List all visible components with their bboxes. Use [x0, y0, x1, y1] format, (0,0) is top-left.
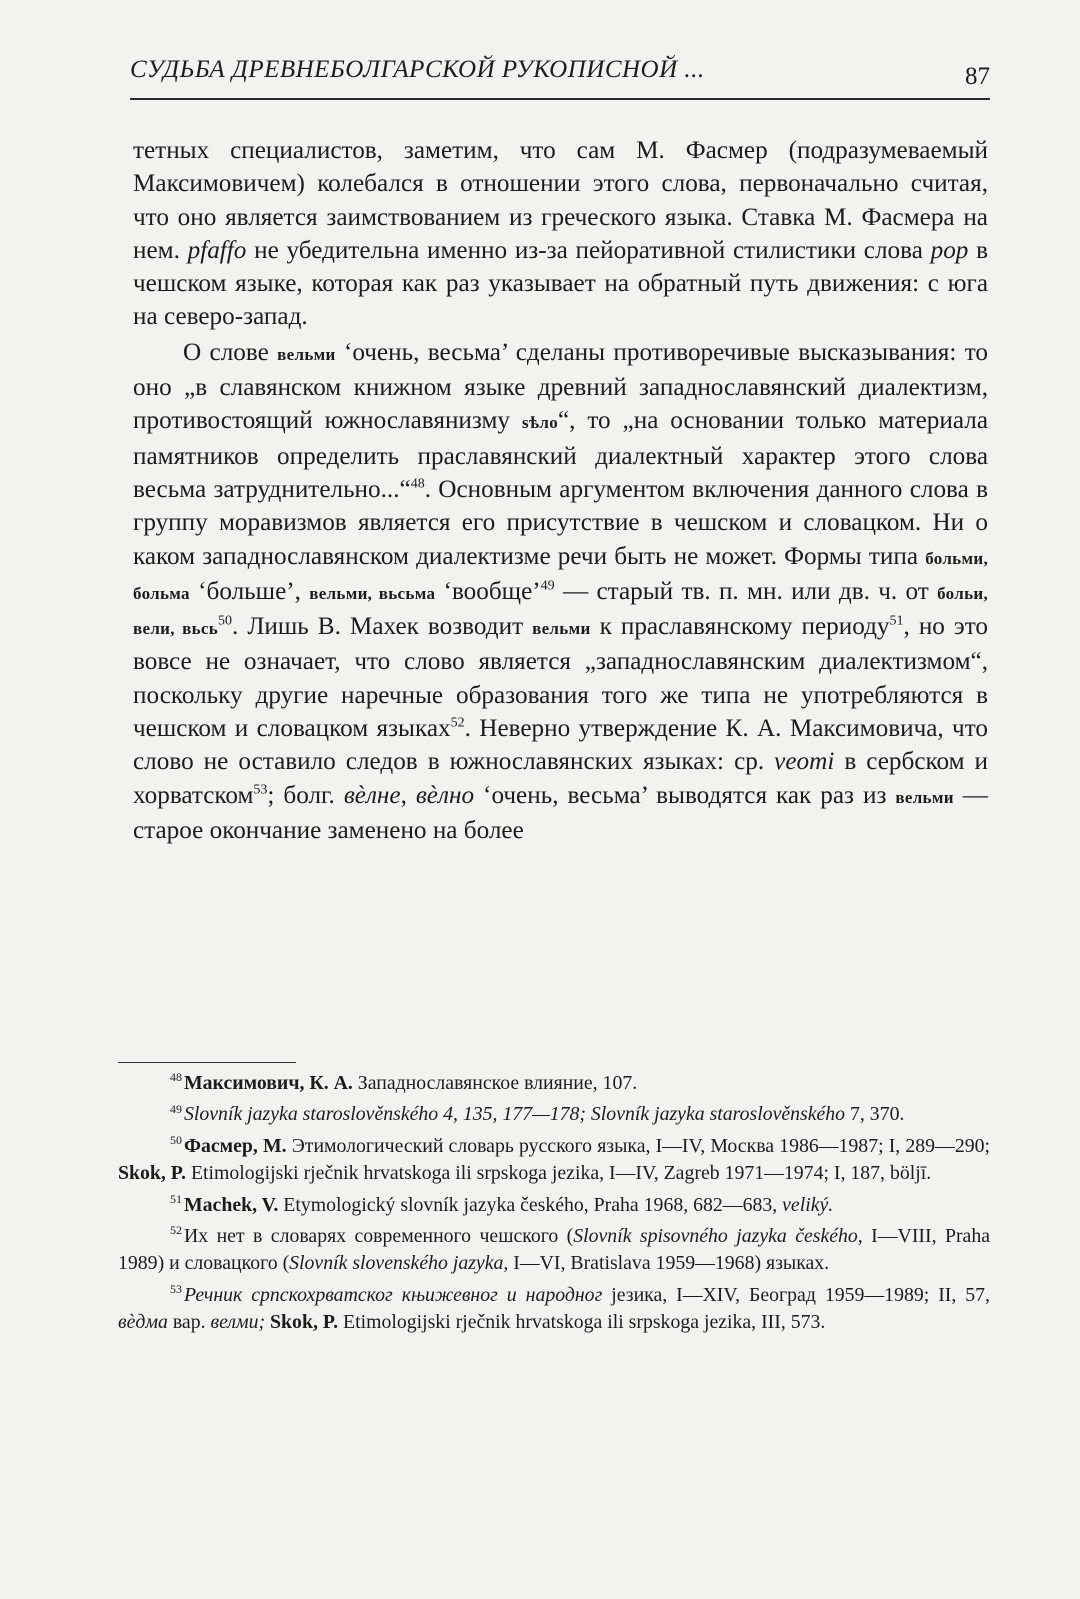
- old-church-slavonic-word: ѕѣло: [521, 413, 558, 433]
- footnote-divider: [118, 1062, 296, 1063]
- footnote-ref-53[interactable]: 53: [253, 782, 268, 798]
- foreign-word: pop: [930, 236, 969, 264]
- footnote-48: $^{48}$ Максимович, К. А. Западнославянское влияние, 107.: [170, 1070, 638, 1094]
- footnote-53: $^{53}$ Речник српскохрватског књижевног и народног језика, I—XIV, Београд 1959—1989; II, 57, вѐдма вар. велми; Skok, P. Etimologijski rječnik hrvatskoga ili srpskoga jezika, III, 573.: [118, 1282, 990, 1334]
- foreign-word: pfaffo: [187, 236, 247, 264]
- foreign-word: вѐлне, вѐлно: [343, 781, 475, 809]
- footnote-ref-49[interactable]: 49: [540, 578, 555, 594]
- footnote-51: $^{51}$ Machek, V. Etymologický slovník jazyka českého, Praha 1968, 682—683, veliký.: [170, 1192, 834, 1216]
- footnote-49: $^{49}$ Slovník jazyka staroslověnského 4, 135, 177—178; Slovník jazyka staroslověnského 7, 370.: [170, 1101, 905, 1126]
- footnote-50: $^{50}$ Фасмер, М. Этимологический словарь русского языка, I—IV, Москва 1986—1987; I, 289—290; Skok, P. Etimologijski rječnik hrvatskoga ili srpskoga jezika, I—IV, Zagreb 1971—1974; I, 187, bölјī.: [118, 1133, 990, 1185]
- footnote-ref-51[interactable]: 51: [889, 613, 904, 629]
- page-number: 87: [965, 63, 990, 90]
- body-text: [133, 134, 988, 847]
- old-church-slavonic-word: вельми, вьсьма: [309, 583, 436, 603]
- old-church-slavonic-word: больми, больма: [133, 548, 988, 603]
- footnote-52: $^{52}$ Их нет в словарях современного чешского (Slovník spisovného jazyka českého, I—VIII, Praha 1989) и словацкого (Slovník slovenského jazyka, I—VI, Bratislava 1959—1968) языках.: [118, 1223, 990, 1275]
- old-church-slavonic-word: больи, вели, вьсь: [133, 583, 989, 639]
- old-church-slavonic-word: вельми: [277, 344, 336, 364]
- footnote-ref-48[interactable]: 48: [410, 476, 425, 492]
- footnote-ref-50[interactable]: 50: [218, 613, 232, 629]
- old-church-slavonic-word: вельми: [532, 619, 591, 639]
- running-title: СУДЬБА ДРЕВНЕБОЛГАРСКОЙ РУКОПИСНОЙ ...: [130, 56, 705, 83]
- footnote-ref-52[interactable]: 52: [450, 715, 465, 731]
- old-church-slavonic-word: вельми: [895, 787, 954, 807]
- paragraph-2: О слове вельми ‘очень, весьма’ сделаны противоречивые высказывания: то оно „в славянском книжном языке древний западнославянский диалектизм, противостоящий южнославянизму ѕѣло“, то „на основании только материала памятников определить праславянский диалектный характер этого слова весьма затруднительно...“$^{48}$. Основным аргументом включения данного слова в группу моравизмов является его присутствие в чешском и словацком. Ни о каком западнославянском диалектизме речи быть не может. Формы типа больми, больма ‘больше’, вельми, вьсьма ‘вообще’$^{49}$ — старый тв. п. мн. или дв. ч. от больи, вели, вьсь$^{50}$. Лишь В. Махек возводит вельми к праславянскому периоду$^{51}$, но это вовсе не означает, что слово является „западнославянским диалектизмом“, поскольку другие наречные образования того же типа не употребляются в чешском и словацком языках$^{52}$. Неверно утверждение К. А. Максимовича, что слово не оставило следов в южнославянских языках: ср. veomi в сербском и хорватском$^{53}$; болг. вѐлне, вѐлно ‘очень, весьма’ выводятся как раз из вельми — старое окончание заменено на более: [133, 338, 989, 844]
- paragraph-1: тетных специалистов, заметим, что сам М. Фасмер (подразумеваемый Максимовичем) колебался в отношении этого слова, первоначально считая, что оно является заимствованием из греческого языка. Ставка М. Фасмера на нем. pfaffo не убедительна именно из-за пейоративной стилистики слова pop в чешском языке, которая как раз указывает на обратный путь движения: с юга на северо-запад.: [133, 137, 988, 331]
- foreign-word: veomi: [774, 748, 835, 776]
- running-head: [130, 48, 990, 100]
- footnotes: [118, 1070, 990, 1341]
